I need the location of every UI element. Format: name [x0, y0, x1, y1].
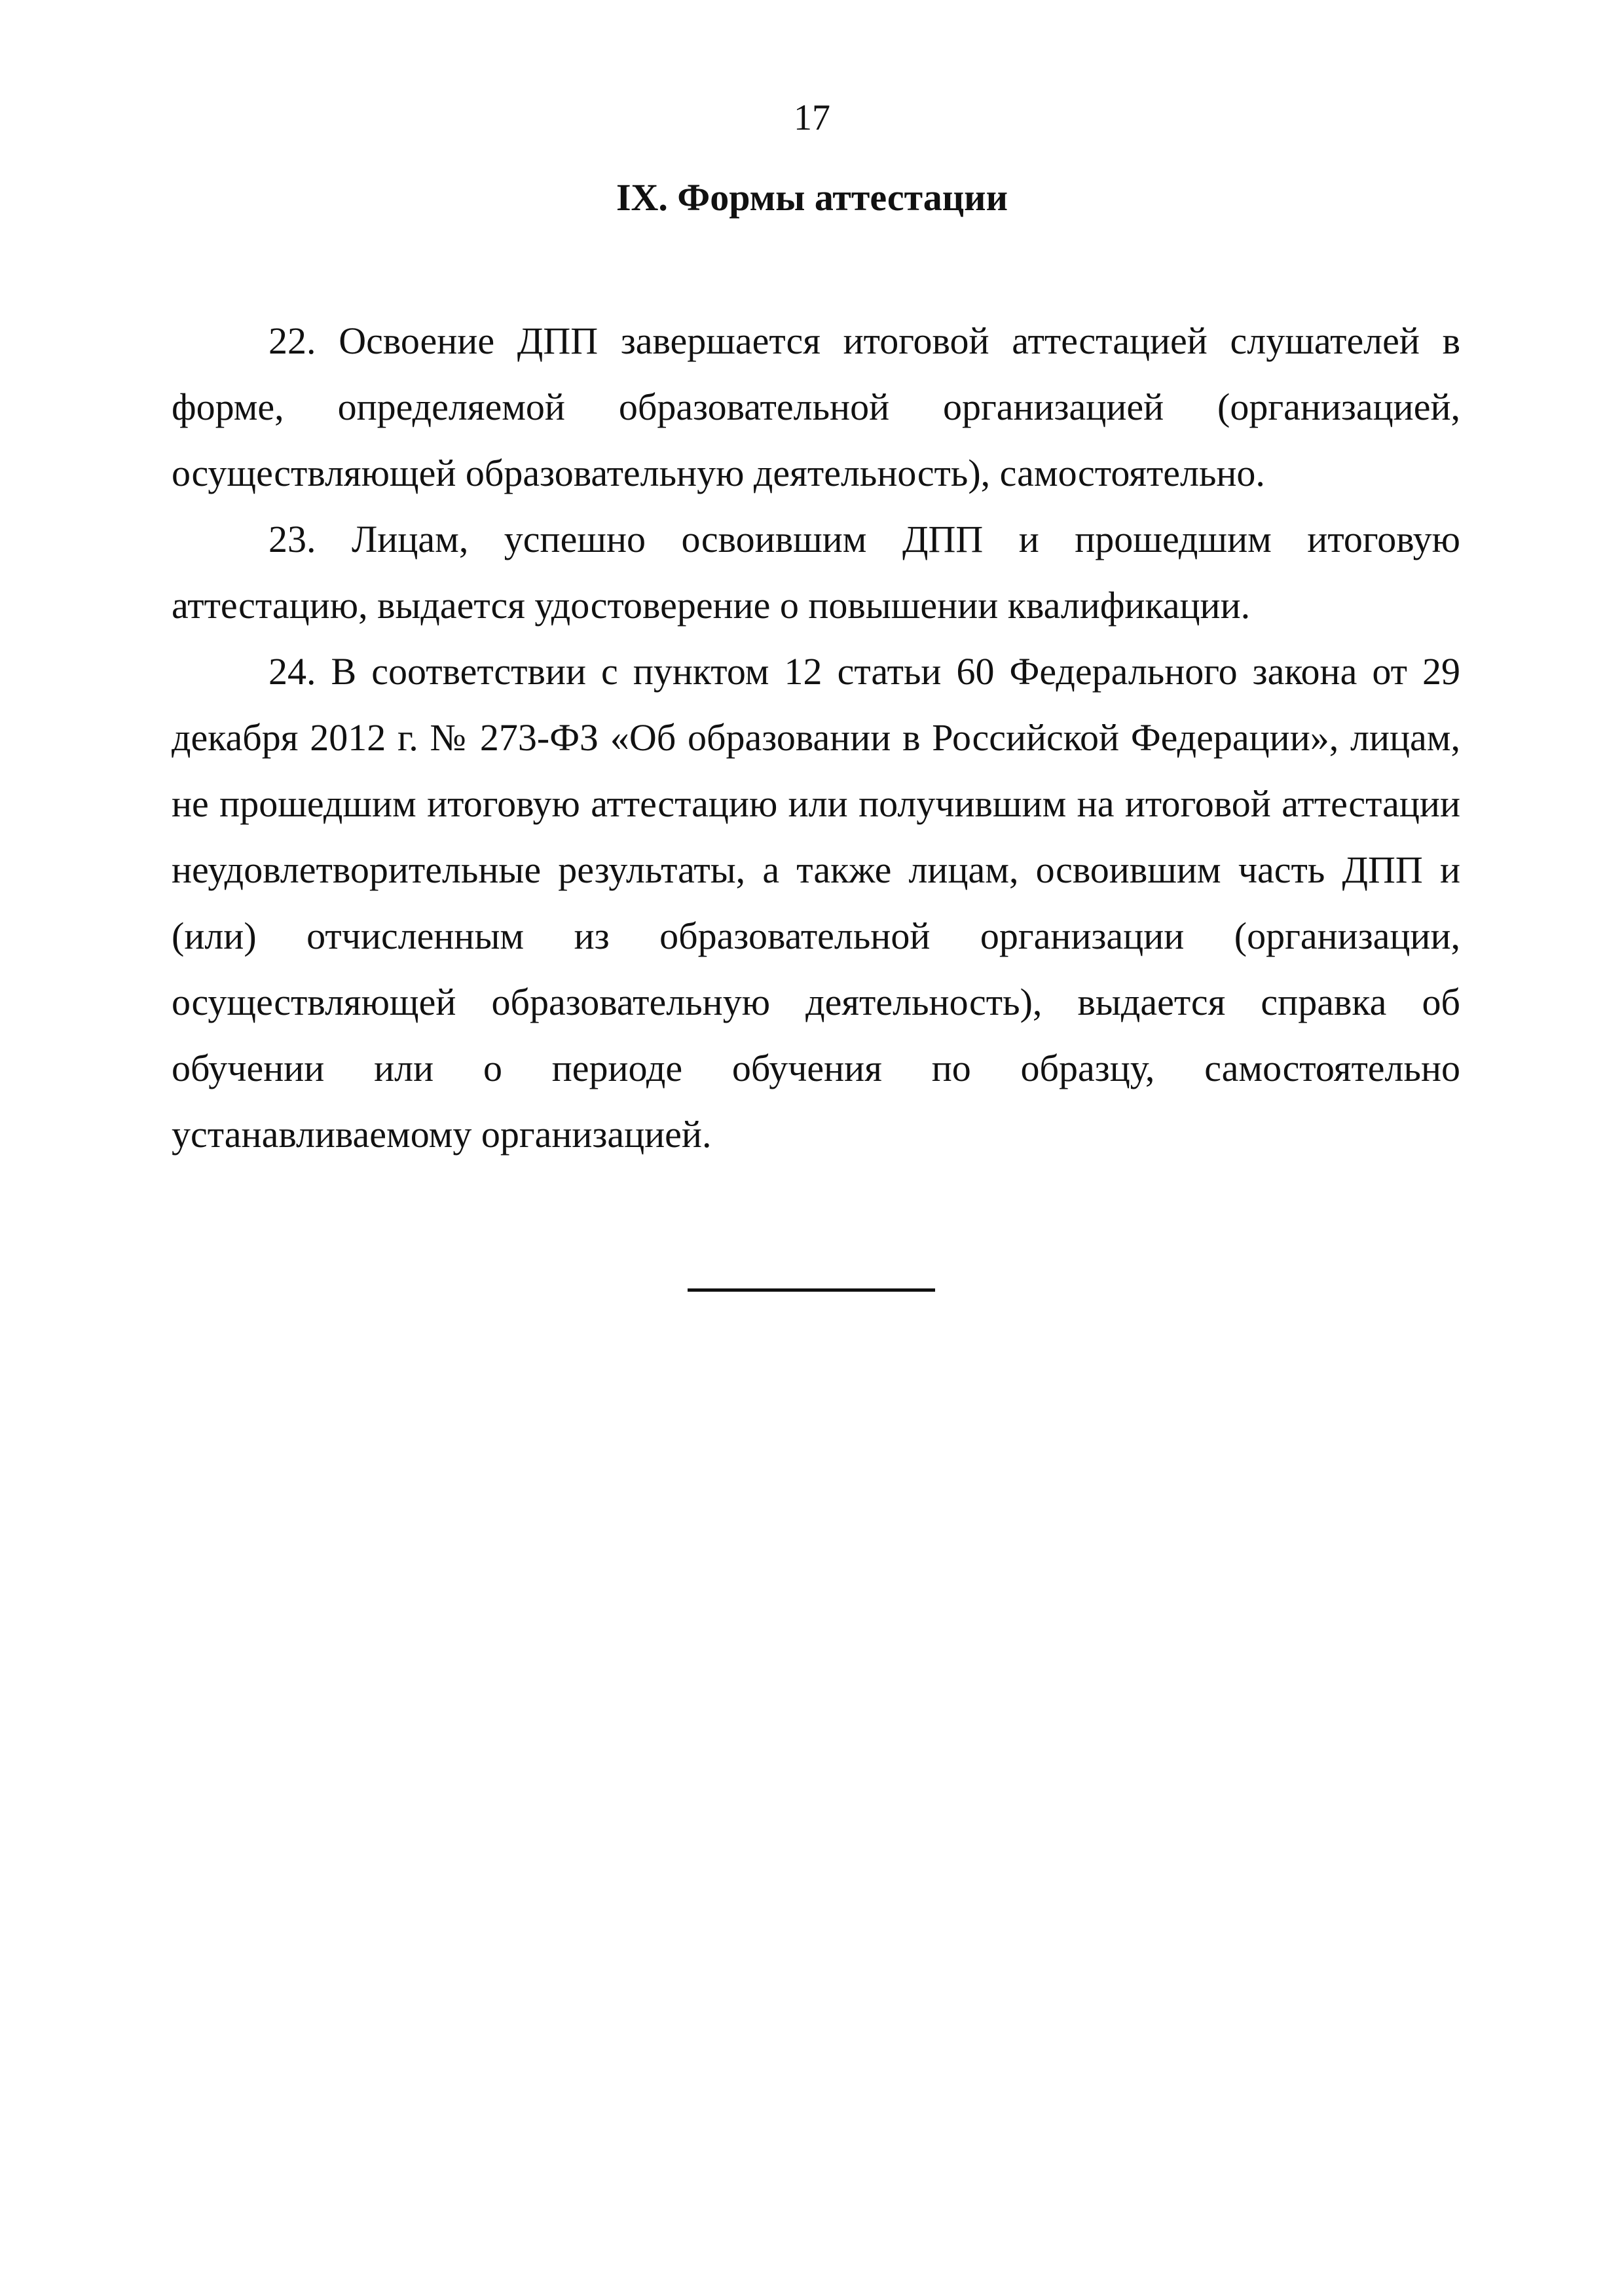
paragraph-24: 24. В соответствии с пунктом 12 статьи 60 Федерального закона от 29 декабря 2012 г. № 273-ФЗ «Об образовании в Российской Федерации», лицам, не прошедшим итоговую аттестацию или получившим на итоговой аттестации неудовлетворительные результаты, а также лицам, освоившим часть ДПП и (или) отчисленным из образовательной организации (организации, осуществляющей образовательную деятельность), выдается справка об обучении или о периоде обучения по образцу, самостоятельно устанавливаемому организацией.	[172, 650, 1460, 1156]
document-body	[172, 308, 1460, 1167]
paragraph-23: 23. Лицам, успешно освоившим ДПП и прошедшим итоговую аттестацию, выдается удостоверение о повышении квалификации.	[172, 518, 1460, 627]
paragraph-22: 22. Освоение ДПП завершается итоговой аттестацией слушателей в форме, определяемой образовательной организацией (организацией, осуществляющей образовательную деятельность), самостоятельно.	[172, 319, 1460, 494]
end-divider-line	[688, 1288, 935, 1292]
page-number: 17	[794, 98, 830, 138]
section-title: IX. Формы аттестации	[616, 176, 1008, 219]
